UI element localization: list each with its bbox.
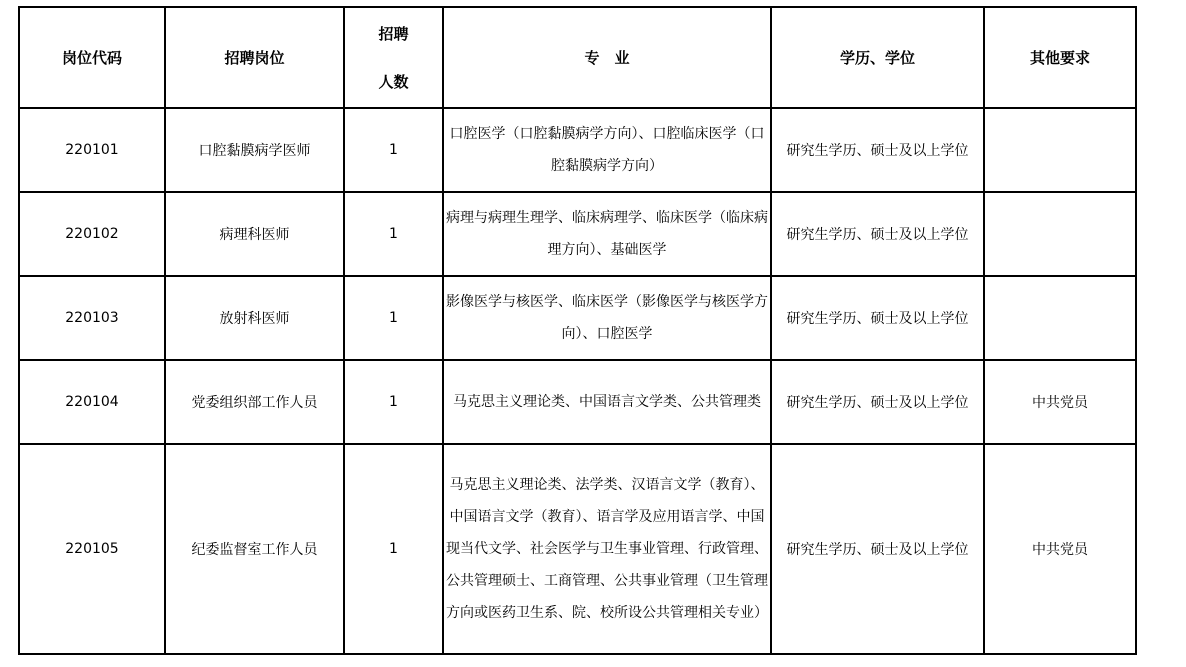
- header-row: [19, 7, 1136, 108]
- cell-code: 220102: [19, 192, 165, 276]
- cell-count: 1: [344, 360, 443, 444]
- cell-count: 1: [344, 192, 443, 276]
- header-major: 专 业: [443, 7, 771, 108]
- table-row: [19, 444, 1136, 654]
- cell-position: 病理科医师: [165, 192, 344, 276]
- cell-code: 220103: [19, 276, 165, 360]
- cell-count: 1: [344, 276, 443, 360]
- cell-other: [984, 108, 1136, 192]
- header-count-line2: 人数: [378, 72, 409, 91]
- cell-position: 纪委监督室工作人员: [165, 444, 344, 654]
- recruitment-table: [18, 6, 1137, 655]
- cell-major: 马克思主义理论类、中国语言文学类、公共管理类: [443, 360, 771, 444]
- cell-education: 研究生学历、硕士及以上学位: [771, 444, 984, 654]
- cell-major: 马克思主义理论类、法学类、汉语言文学（教育）、中国语言文学（教育）、语言学及应用语言学、中国现当代文学、社会医学与卫生事业管理、行政管理、公共管理硕士、工商管理、公共事业管理（卫生管理方向或医药卫生系、院、校所设公共管理相关专业）: [443, 444, 771, 654]
- table-row: [19, 360, 1136, 444]
- cell-other: 中共党员: [984, 360, 1136, 444]
- header-education: 学历、学位: [771, 7, 984, 108]
- table-row: [19, 108, 1136, 192]
- table-row: [19, 192, 1136, 276]
- cell-education: 研究生学历、硕士及以上学位: [771, 108, 984, 192]
- cell-major: 口腔医学（口腔黏膜病学方向）、口腔临床医学（口腔黏膜病学方向）: [443, 108, 771, 192]
- header-count: [344, 7, 443, 108]
- cell-position: 党委组织部工作人员: [165, 360, 344, 444]
- header-code: 岗位代码: [19, 7, 165, 108]
- cell-major: 病理与病理生理学、临床病理学、临床医学（临床病理方向）、基础医学: [443, 192, 771, 276]
- cell-major: 影像医学与核医学、临床医学（影像医学与核医学方向）、口腔医学: [443, 276, 771, 360]
- header-count-line1: 招聘: [378, 24, 409, 43]
- cell-code: 220104: [19, 360, 165, 444]
- cell-code: 220101: [19, 108, 165, 192]
- cell-count: 1: [344, 444, 443, 654]
- cell-other: [984, 276, 1136, 360]
- cell-count: 1: [344, 108, 443, 192]
- cell-other: 中共党员: [984, 444, 1136, 654]
- cell-education: 研究生学历、硕士及以上学位: [771, 192, 984, 276]
- cell-position: 放射科医师: [165, 276, 344, 360]
- header-position: 招聘岗位: [165, 7, 344, 108]
- cell-other: [984, 192, 1136, 276]
- cell-code: 220105: [19, 444, 165, 654]
- table-row: [19, 276, 1136, 360]
- cell-education: 研究生学历、硕士及以上学位: [771, 276, 984, 360]
- cell-position: 口腔黏膜病学医师: [165, 108, 344, 192]
- cell-education: 研究生学历、硕士及以上学位: [771, 360, 984, 444]
- header-other: 其他要求: [984, 7, 1136, 108]
